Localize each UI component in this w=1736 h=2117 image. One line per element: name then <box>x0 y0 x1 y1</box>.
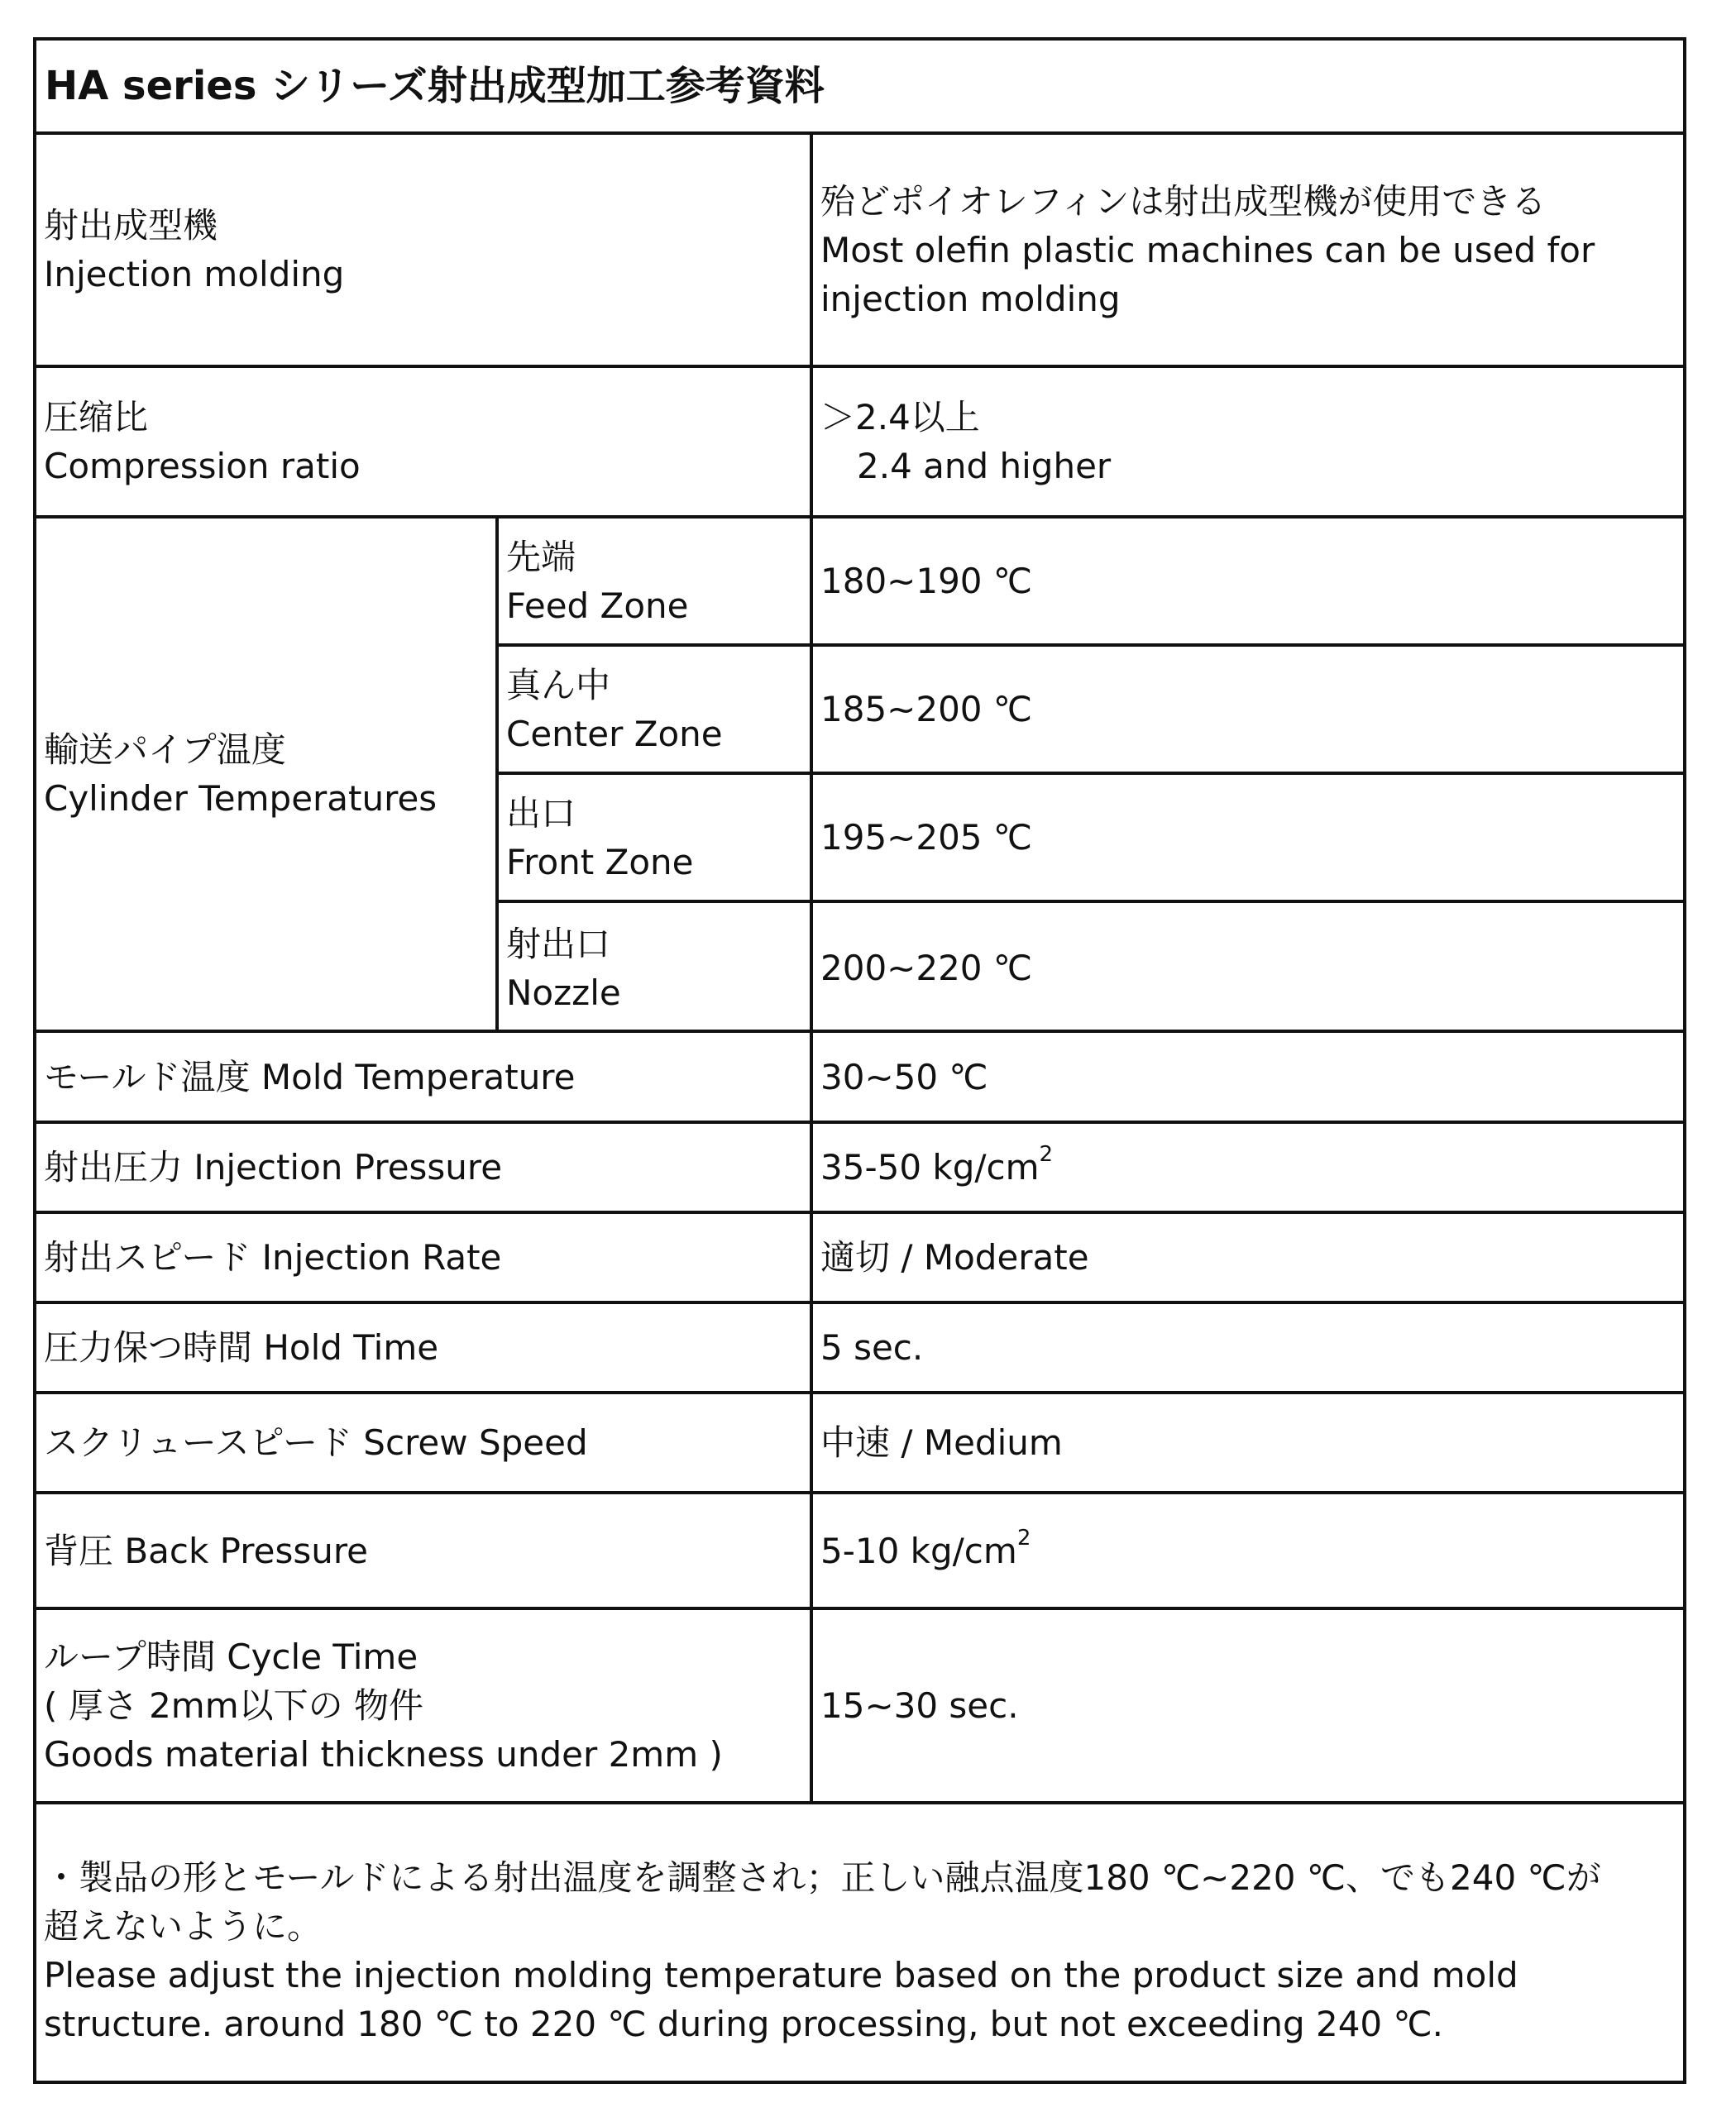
label-line-3: Goods material thickness under 2mm ) <box>44 1734 723 1775</box>
zone-label-en: Nozzle <box>506 972 621 1013</box>
label-cell <box>36 368 810 515</box>
label-cell <box>36 1610 810 1801</box>
table-row-screw-speed <box>36 1394 1683 1494</box>
label-en: Injection molding <box>44 254 345 294</box>
zone-value: 185~200 ℃ <box>810 647 1683 772</box>
value-main: 5-10 kg/cm <box>820 1530 1017 1571</box>
zone-value: 180~190 ℃ <box>810 518 1683 643</box>
zone-value: 195~205 ℃ <box>810 775 1683 900</box>
table-row-hold-time <box>36 1304 1683 1394</box>
value-cell: 15~30 sec. <box>810 1610 1683 1801</box>
label-line-2: ( 厚さ 2mm以下の 物件 <box>44 1685 423 1726</box>
zone-row <box>499 903 1683 1033</box>
label-cell: 背圧 Back Pressure <box>44 1530 369 1571</box>
zone-label-ja: 先端 <box>506 536 576 577</box>
value-superscript: 2 <box>1039 1142 1054 1167</box>
table-row-injection-rate <box>36 1214 1683 1304</box>
label-ja: 射出成型機 <box>44 205 218 246</box>
value-cell: 30~50 ℃ <box>810 1033 1683 1121</box>
value-ja: 殆どポイオレフィンは射出成型機が使用できる <box>820 180 1547 222</box>
label-en: Compression ratio <box>44 446 361 486</box>
zone-value: 200~220 ℃ <box>810 903 1683 1033</box>
label-line-1: ループ時間 Cycle Time <box>44 1637 418 1677</box>
note-en-line-2: structure. around 180 ℃ to 220 ℃ during processing, but not exceeding 240 ℃. <box>44 2004 1444 2044</box>
zone-row <box>499 775 1683 903</box>
zone-label-ja: 射出口 <box>506 923 611 964</box>
value-cell <box>810 1124 1683 1211</box>
value-cell: 中速 / Medium <box>810 1394 1683 1491</box>
value-en-line-1: Most olefin plastic machines can be used for <box>820 229 1595 270</box>
zone-label-cell <box>499 518 810 643</box>
processing-note <box>36 1804 1683 2081</box>
value-text <box>820 1527 1683 1575</box>
value-cell: 5 sec. <box>810 1304 1683 1391</box>
table-title: HA series シリーズ射出成型加工参考資料 <box>45 62 825 109</box>
label-cell <box>36 135 810 365</box>
zone-label-en: Front Zone <box>506 841 694 882</box>
zone-label-ja: 出口 <box>506 792 576 834</box>
label-en: Cylinder Temperatures <box>44 778 438 819</box>
value-main: 35-50 kg/cm <box>820 1147 1040 1188</box>
table-row-cycle-time <box>36 1610 1683 1804</box>
zone-label-en: Center Zone <box>506 713 723 754</box>
table-row-cylinder-temperatures <box>36 518 1683 1033</box>
value-cell <box>810 1494 1683 1607</box>
zone-row <box>499 518 1683 647</box>
label-cell <box>36 518 495 1030</box>
table-row-back-pressure <box>36 1494 1683 1610</box>
table-row-injection-pressure <box>36 1124 1683 1214</box>
zone-label-ja: 真ん中 <box>506 664 611 705</box>
value-cell <box>810 368 1683 515</box>
value-cell <box>810 135 1683 365</box>
title-row <box>36 41 1683 135</box>
zone-label-cell <box>499 647 810 772</box>
table-row-compression-ratio <box>36 368 1683 518</box>
note-ja-line-2: 超えないように。 <box>44 1906 323 1947</box>
zone-label-cell <box>499 903 810 1033</box>
label-cell: スクリュースピード Screw Speed <box>44 1422 588 1463</box>
zone-label-cell <box>499 775 810 900</box>
label-cell: 射出圧力 Injection Pressure <box>44 1147 503 1188</box>
label-ja: 圧缩比 <box>44 397 149 437</box>
note-ja-line-1: ・製品の形とモールドによる射出温度を調整され；正しい融点温度180 ℃~220 ℃、でも240 ℃が <box>44 1857 1601 1898</box>
value-en-line-2: injection molding <box>820 278 1121 319</box>
note-en-line-1: Please adjust the injection molding temperature based on the product size and mold <box>44 1955 1518 1995</box>
zone-row <box>499 647 1683 775</box>
label-cell: モールド温度 Mold Temperature <box>44 1056 576 1097</box>
label-ja: 輸送パイプ温度 <box>44 729 286 770</box>
zone-table <box>495 518 1683 1030</box>
value-cell: 適切 / Moderate <box>810 1214 1683 1301</box>
table-row-mold-temperature <box>36 1033 1683 1124</box>
zone-label-en: Feed Zone <box>506 585 689 626</box>
value-superscript: 2 <box>1016 1525 1031 1551</box>
value-line-1: ＞2.4以上 <box>820 397 980 437</box>
label-cell: 圧力保つ時間 Hold Time <box>44 1327 439 1368</box>
processing-reference-table <box>33 37 1686 2084</box>
label-cell: 射出スピード Injection Rate <box>44 1237 502 1278</box>
value-text <box>820 1143 1683 1192</box>
value-line-2: 2.4 and higher <box>857 446 1112 486</box>
table-row-injection-molding <box>36 135 1683 368</box>
